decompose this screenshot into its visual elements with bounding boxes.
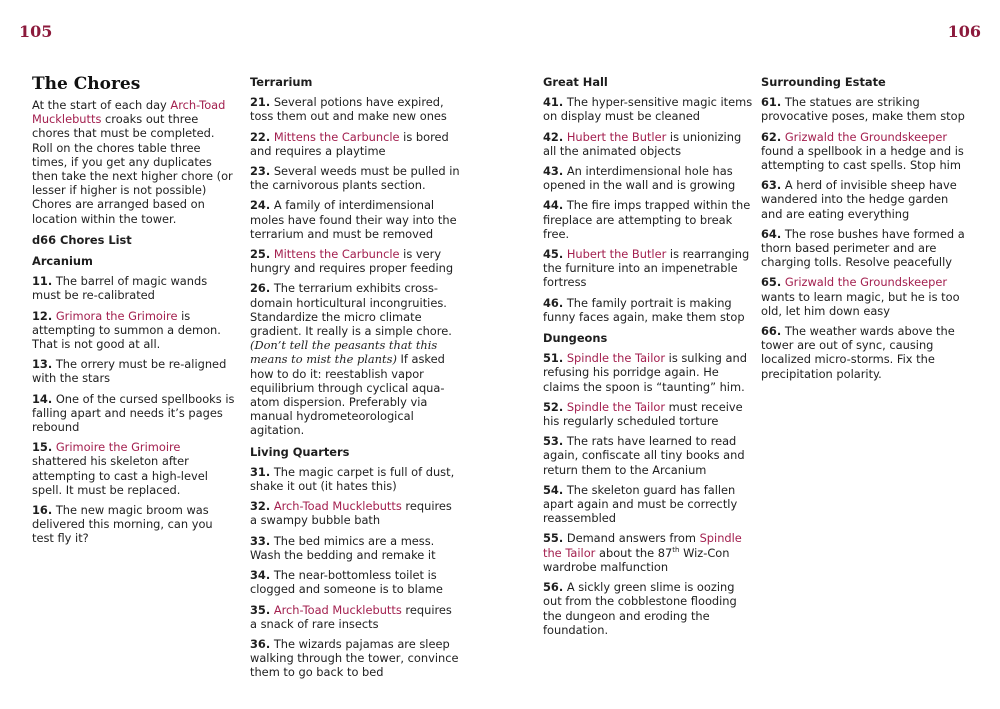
section-heading-great-hall: Great Hall [543,75,608,89]
chore-35 [250,603,460,631]
chore-22 [250,130,460,158]
chore-npc-name: Spindle the Tailor [566,399,666,414]
chore-npc-name: Spindle the Tailor [543,531,742,560]
chore-npc-name: Hubert the Butler [566,129,667,144]
chore-number: 22. [250,129,271,144]
chore-text: is unionizing all the animated objects [543,129,742,158]
chore-number: 42. [543,129,564,144]
chore-number: 62. [761,129,782,144]
chore-number: 56. [543,580,564,595]
column-2 [250,74,460,686]
chore-43 [543,164,753,192]
chore-number: 14. [32,391,53,406]
chore-npc-name: Mittens the Carbuncle [273,129,400,144]
chore-text: A sickly green slime is oozing out from the cobblestone flooding the dungeon and eroding the foundation. [543,580,737,637]
chore-text: The terrarium exhibits cross-domain horticultural incongruities. Standardize the micro climate gradient. It really is a simple chore. [250,281,452,339]
chore-11 [32,274,238,302]
chore-32 [250,499,460,527]
chore-text: Demand answers from [566,531,700,546]
chore-text: The near-bottomless toilet is clogged and someone is to blame [250,568,443,597]
chore-npc-name: Grizwald the Groundskeeper [784,129,948,144]
chore-text: The wizards pajamas are sleep walking through the tower, convince them to go back to bed [250,636,459,680]
chore-text: The barrel of magic wands must be re-calibrated [32,274,208,303]
chore-45 [543,247,753,290]
chore-number: 54. [543,482,564,497]
page-title: The Chores [32,74,141,94]
chore-text: The rose bushes have formed a thorn based perimeter and are charging tolls. Resolve peacefully [761,226,965,270]
chore-16 [32,503,238,546]
chore-npc-name: Mittens the Carbuncle [273,247,400,262]
chore-text: The weather wards above the tower are out of sync, causing localized micro-storms. Fix the precipitation polarity. [761,324,955,381]
chore-aside-italic: (Don’t tell the peasants that this means to mist the plants) [250,338,438,367]
section-heading-dungeons: Dungeons [543,331,608,346]
chore-63 [761,178,973,221]
chore-number: 21. [250,95,271,110]
chore-33 [250,534,460,562]
chore-14 [32,392,238,435]
section-heading-terrarium: Terrarium [250,75,313,89]
chore-text: Several weeds must be pulled in the carnivorous plants section. [250,164,460,193]
section-heading-living-quarters: Living Quarters [250,444,350,459]
chore-66 [761,324,973,381]
chore-number: 11. [32,274,53,289]
column-4 [761,74,973,387]
chore-51 [543,351,753,394]
chore-13 [32,357,238,385]
chore-number: 25. [250,247,271,262]
chore-npc-name: Grimora the Grimoire [55,308,178,323]
intro-npc-name: Arch-Toad Mucklebutts [32,98,226,127]
chore-44 [543,198,753,241]
chore-text: is bored and requires a playtime [250,129,449,158]
chore-number: 35. [250,602,271,617]
chore-number: 45. [543,247,564,262]
intro-paragraph [32,98,238,226]
section-heading-surrounding-estate: Surrounding Estate [761,75,886,89]
chore-text: The new magic broom was delivered this morning, can you test fly it? [32,503,213,546]
list-title: d66 Chores List [32,232,132,247]
chore-npc-name: Spindle the Tailor [566,351,666,366]
chore-number: 55. [543,531,564,546]
chore-number: 53. [543,434,564,449]
chore-npc-name: Arch-Toad Mucklebutts [273,499,402,514]
chore-31 [250,465,460,493]
chore-number: 61. [761,95,782,110]
intro-text-1: At the start of each day [32,98,171,112]
chore-42 [543,130,753,158]
page-number-right: 106 [947,22,981,41]
chore-text-2: about the 87 [595,545,673,560]
chore-53 [543,434,753,477]
chore-23 [250,164,460,192]
chore-text: The statues are striking provocative poses, make them stop [761,95,965,124]
chore-text: The skeleton guard has fallen apart again and must be correctly reassembled [543,482,738,526]
chore-46 [543,296,753,324]
chore-text: must receive his regularly scheduled torture [543,399,743,429]
chore-number: 16. [32,503,53,518]
chore-number: 43. [543,164,564,179]
chore-text: found a spellbook in a hedge and is attempting to cast spells. Stop him [761,143,964,173]
chore-number: 12. [32,308,53,323]
chore-56 [543,580,753,637]
chore-number: 24. [250,198,271,213]
chore-26 [250,281,460,437]
chore-34 [250,568,460,596]
ordinal-suffix: th [672,545,680,554]
chore-text: The rats have learned to read again, confiscate all tiny books and return them to the Arcanium [543,434,745,477]
chore-npc-name: Grimoire the Grimoire [55,440,181,455]
chore-number: 51. [543,351,564,366]
chore-text: The fire imps trapped within the fireplace are attempting to break free. [543,198,751,241]
chore-number: 23. [250,164,271,179]
chore-24 [250,198,460,241]
chore-number: 66. [761,324,782,339]
chore-text: The bed mimics are a mess. Wash the bedding and remake it [250,533,436,562]
chore-text: Several potions have expired, toss them out and make new ones [250,95,447,124]
chore-text: The magic carpet is full of dust, shake it out (it hates this) [250,464,455,494]
chore-65 [761,275,973,318]
chore-15 [32,440,238,497]
chore-21 [250,95,460,123]
chore-54 [543,483,753,526]
chore-text: is rearranging the furniture into an impenetrable fortress [543,247,750,290]
chore-number: 44. [543,198,564,213]
chore-npc-name: Arch-Toad Mucklebutts [273,602,402,617]
chore-text: is very hungry and requires proper feeding [250,247,454,276]
chore-text: The family portrait is making funny faces again, make them stop [543,295,745,324]
chore-number: 36. [250,636,271,651]
chore-text-2: If asked how to do it: reestablish vapor equilibrium through cyclical aqua-atom dispersion. Preferably via manual hydrometeorological agitation. [250,352,445,438]
chore-text: A family of interdimensional moles have found their way into the terrarium and must be removed [250,198,457,241]
chore-npc-name: Grizwald the Groundskeeper [784,275,948,290]
chore-number: 41. [543,95,564,110]
chore-number: 63. [761,178,782,193]
column-3 [543,74,753,643]
chore-12 [32,309,238,352]
chore-number: 52. [543,399,564,414]
chore-25 [250,247,460,275]
chore-text: The hyper-sensitive magic items on display must be cleaned [543,95,753,124]
chore-text: An interdimensional hole has opened in the wall and is growing [543,164,736,193]
intro-text-2: croaks out three chores that must be completed. Roll on the chores table three times, if you get any duplicates then take the next higher chore (or lesser if higher is not possible) Chores are arranged based on location within the tower. [32,112,233,226]
chore-52 [543,400,753,428]
chore-text: is sulking and refusing his porridge again. He claims the spoon is “taunting” him. [543,351,747,394]
page-number-left: 105 [19,22,53,41]
chore-61 [761,95,973,123]
chore-64 [761,227,973,270]
chore-number: 64. [761,226,782,241]
section-heading-arcanium: Arcanium [32,254,93,269]
chore-number: 32. [250,499,271,514]
chore-number: 33. [250,533,271,548]
chore-number: 26. [250,281,271,296]
chore-number: 46. [543,295,564,310]
chore-41 [543,95,753,123]
chore-36 [250,637,460,680]
chore-text: is attempting to summon a demon. That is not good at all. [32,308,221,352]
chore-number: 13. [32,357,53,372]
chore-text: shattered his skeleton after attempting to cast a high-level spell. It must be replaced. [32,454,208,497]
chore-55 [543,531,753,574]
chore-text: wants to learn magic, but he is too old, let him down easy [761,289,960,318]
chore-text: requires a swampy bubble bath [250,499,452,528]
chore-62 [761,130,973,173]
chore-text: One of the cursed spellbooks is falling apart and needs it’s pages rebound [32,391,235,435]
chore-number: 65. [761,275,782,290]
chore-number: 15. [32,440,53,455]
chore-npc-name: Hubert the Butler [566,247,667,262]
chore-number: 31. [250,464,271,479]
column-1 [32,74,238,552]
chore-text: The orrery must be re-aligned with the stars [32,357,227,386]
chore-text: A herd of invisible sheep have wandered into the hedge garden and are eating everything [761,178,957,221]
chore-text-3: Wiz-Con wardrobe malfunction [543,545,730,574]
chore-number: 34. [250,568,271,583]
chore-text: requires a snack of rare insects [250,602,452,631]
